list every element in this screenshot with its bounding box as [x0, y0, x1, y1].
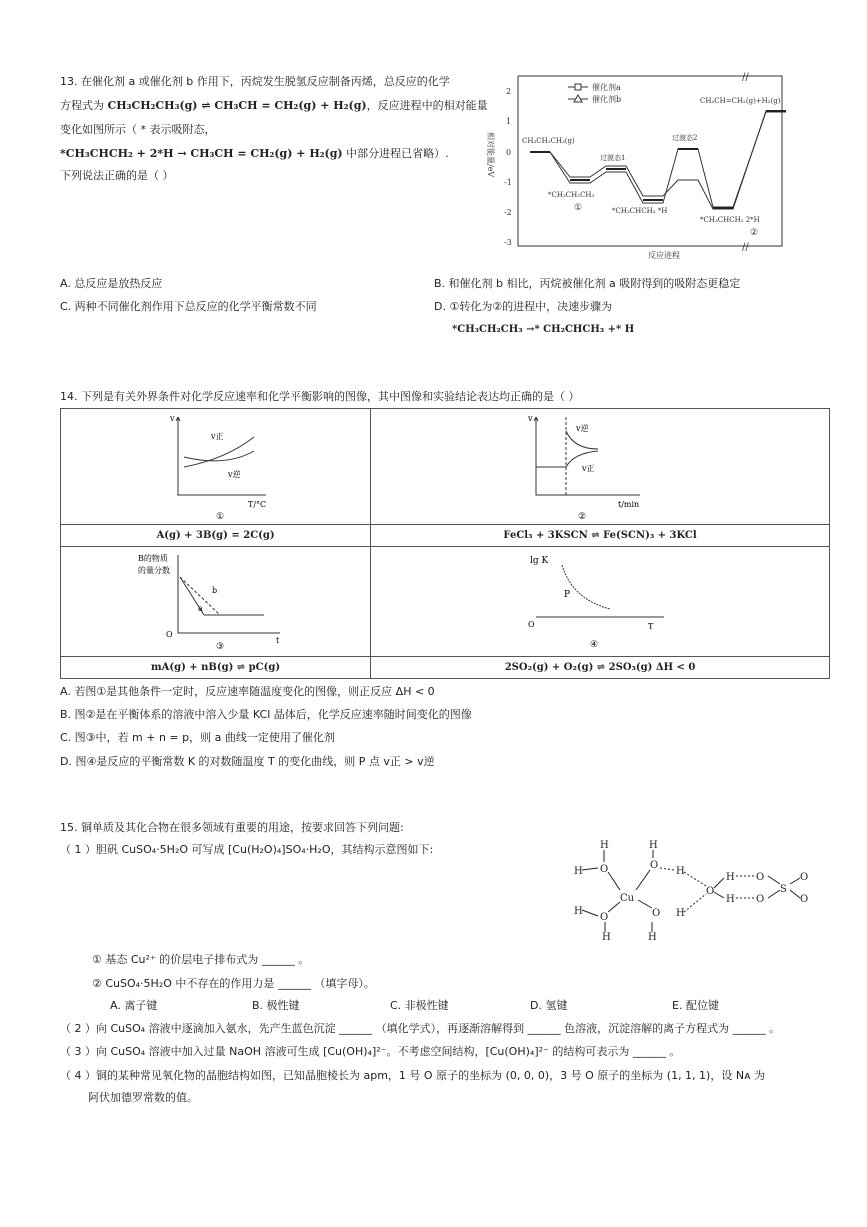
label-ads1: *CH₃CH₂CH₃	[548, 191, 595, 199]
fig3-equation: mA(g) + nB(g) ⇌ pC(g)	[61, 657, 371, 679]
energy-y-tick: 0	[506, 148, 512, 157]
legend-a-label: 催化剂a	[592, 83, 621, 92]
q14-option-d: D. 图④是反应的平衡常数 K 的对数随温度 T 的变化曲线，则 P 点 v正 > v逆	[60, 755, 435, 768]
legend-a-marker	[575, 84, 581, 90]
bond	[768, 890, 780, 898]
fig2-number: ②	[578, 512, 587, 521]
fig3-a-label: a	[197, 604, 203, 613]
label-ts1: 过渡态1	[600, 154, 626, 162]
q13-stem-line1: 13. 在催化剂 a 或催化剂 b 作用下，丙烷发生脱氢反应制备丙烯，总反应的化学	[60, 75, 450, 88]
fig1-graph	[116, 409, 316, 521]
label-start: CH₃CH₂CH₃(g)	[522, 137, 575, 145]
fig2-equation: FeCl₃ + 3KSCN ⇌ Fe(SCN)₃ + 3KCl	[371, 525, 830, 547]
q15-part1: （ 1 ）胆矾 CuSO₄·5H₂O 可写成 [Cu(H₂O)₄]SO₄·H₂O，其结构示意图如下:	[60, 843, 434, 856]
q14-option-c: C. 图③中，若 m + n = p，则 a 曲线一定使用了催化剂	[60, 731, 335, 744]
label-ts2: 过渡态2	[672, 134, 698, 142]
energy-y-tick: -3	[504, 238, 512, 247]
q15-choice-e: E. 配位键	[672, 999, 719, 1012]
fig3-b-label: b	[211, 586, 217, 595]
bond	[608, 872, 620, 890]
energy-y-axis-label: 相对能量/eV	[486, 132, 495, 178]
fig3-graph	[116, 547, 316, 653]
fig1-cell	[61, 409, 371, 525]
bond	[638, 900, 652, 908]
label-circle1: ①	[574, 203, 583, 213]
fig2-curve2-label: v正	[582, 464, 595, 473]
q14-option-b: B. 图②是在平衡体系的溶液中溶入少量 KCl 晶体后，化学反应速率随时间变化的图像	[60, 708, 472, 721]
fig3-number: ③	[215, 642, 224, 652]
bond	[714, 892, 724, 898]
q15-part4-line1: （ 4 ）铜的某种常见氧化物的晶胞结构如图，已知晶胞棱长为 apm，1 号 O 原子的坐标为 (0, 0, 0)，3 号 O 原子的坐标为 (1, 1, 1)，设 Nᴀ 为	[60, 1069, 766, 1082]
fig1-curve-reverse	[184, 451, 254, 461]
q13-question: 下列说法正确的是（ ）	[60, 169, 174, 182]
bond	[608, 902, 620, 912]
q15-stem: 15. 铜单质及其化合物在很多领域有重要的用途，按要求回答下列问题:	[60, 821, 404, 834]
fig3-cell	[61, 547, 371, 657]
bond	[582, 910, 598, 916]
atom-h: H	[726, 872, 735, 883]
q14-figure-table	[60, 408, 830, 679]
axis-break-top: //	[742, 72, 749, 83]
energy-profile-diagram	[478, 70, 818, 260]
fig3-y-label-2: 的量分数	[137, 566, 170, 575]
q13-partial-equation: *CH₃CHCH₂ + 2*H → CH₃CH = CH₂(g) + H₂(g)	[60, 147, 343, 160]
q15-part3: （ 3 ）向 CuSO₄ 溶液中加入过量 NaOH 溶液可生成 [Cu(OH)₄]²⁻。不考虑空间结构，[Cu(OH)₄]²⁻ 的结构可表示为 ______ 。	[60, 1045, 681, 1058]
fig4-number: ④	[590, 640, 599, 650]
atom-cu: Cu	[620, 893, 635, 904]
fig2-graph	[500, 409, 700, 521]
bond	[714, 878, 724, 888]
fig2-y-label: v	[528, 414, 533, 423]
q14-option-a: A. 若图①是其他条件一定时，反应速率随温度变化的图像，则正反应 ΔH < 0	[60, 685, 435, 698]
label-ads2: *CH₃CHCH₃ *H	[612, 207, 668, 215]
atom-h: H	[726, 894, 735, 905]
q13-stem-post: ，反应进程中的相对能量	[366, 99, 488, 112]
atom-o: O	[652, 908, 661, 919]
label-product: CH₃CH=CH₂(g)+H₂(g)	[700, 97, 781, 105]
copper-sulfate-structure	[560, 836, 820, 946]
fig3-y-label-1: B的物质	[137, 554, 168, 563]
bond	[790, 890, 800, 898]
energy-y-tick: -1	[504, 178, 512, 187]
fig2-curve1-label: v逆	[576, 424, 589, 433]
atom-o: O	[800, 894, 809, 905]
q13-stem-pre: 方程式为	[60, 99, 104, 112]
atom-o: O	[600, 912, 609, 923]
fig1-curve2-label: v逆	[227, 470, 241, 479]
atom-o: O	[756, 872, 765, 883]
atom-o: O	[706, 886, 715, 897]
q13-option-b: B. 和催化剂 b 相比，丙烷被催化剂 a 吸附得到的吸附态更稳定	[434, 277, 741, 290]
q15-sub1: ① 基态 Cu²⁺ 的价层电子排布式为 ______ 。	[92, 953, 310, 966]
energy-y-tick: 2	[506, 87, 512, 96]
q13-option-d: D. ①转化为②的进程中，决速步骤为	[434, 300, 613, 313]
legend-b-label: 催化剂b	[592, 95, 622, 104]
fig1-equation: A(g) + 3B(g) = 2C(g)	[61, 525, 371, 547]
bond	[790, 878, 800, 884]
fig3-x-label: t	[275, 636, 279, 645]
atom-h: H	[602, 932, 611, 943]
fig4-p-label: P	[564, 590, 571, 600]
fig3-origin: O	[165, 630, 173, 639]
atom-o: O	[800, 872, 809, 883]
fig1-curve-forward	[184, 437, 254, 467]
q15-part2: （ 2 ）向 CuSO₄ 溶液中逐滴加入氨水，先产生蓝色沉淀 ______ （填化学式），再逐渐溶解得到 ______ 色溶液，沉淀溶解的离子方程式为 ______ 。	[60, 1022, 781, 1035]
q13-option-a: A. 总反应是放热反应	[60, 277, 163, 290]
label-circle2: ②	[750, 228, 759, 238]
q15-part4-line2: 阿伏加德罗常数的值。	[88, 1091, 198, 1104]
atom-h: H	[676, 908, 685, 919]
atom-h: H	[574, 906, 583, 917]
atom-o: O	[756, 894, 765, 905]
q13-total-equation: CH₃CH₂CH₃(g) ⇌ CH₃CH = CH₂(g) + H₂(g)	[107, 99, 367, 112]
label-ads3: *CH₃CHCH₂ 2*H	[700, 216, 760, 224]
q15-choice-c: C. 非极性键	[390, 999, 449, 1012]
atom-h: H	[574, 866, 583, 877]
atom-h: H	[649, 840, 658, 851]
q15-choice-d: D. 氢键	[530, 999, 568, 1012]
q13-partial-note: 中部分进程已省略）.	[346, 147, 449, 160]
hydrogen-bond	[684, 894, 706, 912]
fig1-x-label: T/°C	[247, 500, 266, 509]
fig4-origin: O	[528, 620, 535, 629]
q15-choice-a: A. 离子键	[110, 999, 158, 1012]
q13-stem-line3: 变化如图所示（ * 表示吸附态，	[60, 123, 216, 136]
fig4-equation: 2SO₂(g) + O₂(g) ⇌ 2SO₃(g) ΔH < 0	[371, 657, 830, 679]
fig4-curve	[562, 565, 610, 609]
fig4-cell	[371, 547, 830, 657]
atom-h: H	[676, 866, 685, 877]
fig1-curve1-label: v正	[210, 432, 224, 441]
fig4-graph	[500, 547, 700, 653]
fig1-y-label: v	[169, 414, 175, 423]
bond	[636, 870, 650, 890]
q13-stem-line2	[60, 98, 488, 114]
q13-option-d-equation: *CH₃CH₂CH₃ →* CH₂CHCH₃ +* H	[452, 324, 635, 335]
energy-x-axis-label: 反应进程	[648, 251, 680, 260]
q15-sub2: ② CuSO₄·5H₂O 中不存在的作用力是 ______ （填字母）。	[92, 977, 375, 990]
fig2-x-label: t/min	[618, 500, 640, 509]
bond	[768, 876, 780, 884]
fig2-cell	[371, 409, 830, 525]
atom-o: O	[650, 860, 659, 871]
axis-break-bottom: //	[742, 242, 749, 253]
atom-h: H	[600, 840, 609, 851]
atom-h: H	[648, 932, 657, 943]
hydrogen-bond	[684, 872, 706, 886]
q14-stem: 14. 下列是有关外界条件对化学反应速率和化学平衡影响的图像，其中图像和实验结论表达均正确的是（ ）	[60, 390, 580, 403]
atom-o: O	[600, 864, 609, 875]
bond	[582, 868, 598, 870]
fig1-number: ①	[215, 512, 224, 521]
fig4-x-label: T	[648, 622, 654, 631]
hydrogen-bond	[660, 868, 674, 870]
fig2-curve-reverse	[566, 431, 598, 449]
q13-stem-line4	[60, 146, 449, 162]
energy-y-tick: 1	[506, 117, 512, 126]
fig4-y-label: lg K	[530, 556, 549, 566]
q13-option-c: C. 两种不同催化剂作用下总反应的化学平衡常数不同	[60, 300, 317, 313]
q15-choice-b: B. 极性键	[252, 999, 300, 1012]
energy-y-tick: -2	[504, 208, 512, 217]
atom-s: S	[780, 884, 787, 895]
